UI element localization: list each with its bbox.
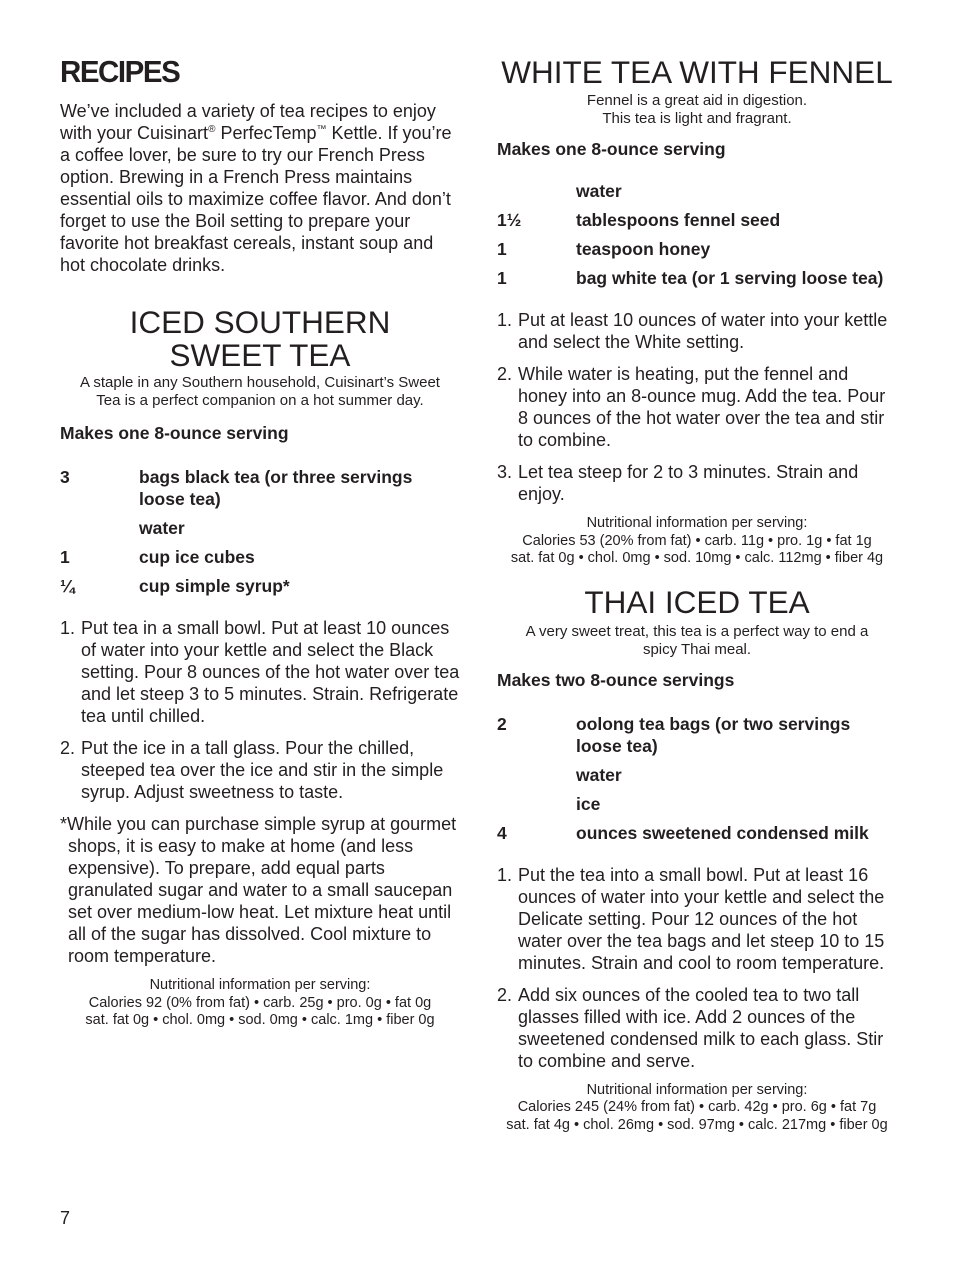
ingredient-item [60,517,460,539]
recipe-tagline: A very sweet treat, this tea is a perfect way to end a spicy Thai meal. [525,622,869,658]
step-item [497,461,897,505]
recipes-heading: RECIPES [60,54,180,89]
ingredient-qty [497,793,576,815]
simple-syrup-note: *While you can purchase simple syrup at gourmet shops, it is easy to make at home (and less expensive). To prepare, add equal parts granulated sugar and water to a small saucepan set over medium-low heat. Let mixture heat until all of the sugar has dissolved. Cool mixture to room temperature. [60,814,457,966]
thai-iced-recipe [497,583,897,1135]
ingredient-list [60,466,460,597]
ingredient-item [60,546,460,568]
ingredient-text: oolong tea bags (or two servings loose tea) [576,713,851,756]
ingredient-item [60,575,460,597]
ingredient-list [497,713,897,844]
ingredient-item [497,822,897,844]
nutrition-line: Calories 53 (20% from fat) • carb. 11g • pro. 1g • fat 1g [522,532,872,549]
ingredient-item [497,764,897,786]
intro-text-part2: Kettle. If you’re a coffee lover, be sure to try our French Press option. Brewing in a French Press maintains essential oils to maximize coffee flavor. And don’t forget to use the Boil setting to prepare your favorite hot breakfast cereals, instant soup and hot chocolate drinks. [60,123,452,275]
ingredient-qty: 2 [497,713,507,734]
ingredient-qty: 4 [497,822,507,843]
serving-size: Makes two 8-ounce servings [497,669,735,690]
ingredient-item [60,466,460,510]
step-number: 1. [497,310,513,330]
step-number: 2. [497,984,513,1005]
ingredient-item [497,238,897,260]
nutrition-line: sat. fat 0g • chol. 0mg • sod. 0mg • calc. 1mg • fiber 0g [85,1012,435,1028]
nutrition-info [497,515,897,568]
step-item [497,984,897,1072]
intro-text-part1: We’ve included a variety of tea recipes to enjoy with your Cuisinart [60,101,436,143]
step-text: Put the ice in a tall glass. Pour the chilled, steeped tea over the ice and stir in the simple syrup. Adjust sweetness to taste. [81,738,444,802]
ingredient-text: bag white tea (or 1 serving loose tea) [576,268,884,288]
left-column [60,52,460,1030]
ingredient-text: cup simple syrup* [139,576,290,596]
ingredient-qty: ¼ [60,576,75,596]
ingredient-item [497,209,897,231]
recipe-title: WHITE TEA WITH FENNEL [501,54,893,90]
trademark-mark: ™ [316,124,327,135]
step-number: 2. [60,738,76,758]
step-list [60,617,460,803]
ingredient-text: ounces sweetened condensed milk [576,822,869,843]
recipe-tagline: A staple in any Southern household, Cuisinart’s Sweet Tea is a perfect companion on a hot summer day. [80,374,440,409]
nutrition-info [60,977,460,1030]
nutrition-line: Calories 245 (24% from fat) • carb. 42g • pro. 6g • fat 7g [517,1099,877,1115]
ingredient-item [497,180,897,202]
registered-mark: ® [208,124,216,135]
ingredient-text: water [576,764,622,785]
nutrition-info [497,1082,897,1135]
step-text: While water is heating, put the fennel and honey into an 8-ounce mug. Add the tea. Pour 8 ounces of the hot water over the tea and stir to combine. [518,364,886,450]
step-text: Put tea in a small bowl. Put at least 10 ounces of water into your kettle and select the Black setting. Pour 8 ounces of the hot water over tea and let steep 3 to 5 minutes. Strain. Refrigerate tea until chilled. [81,618,460,726]
recipe-tagline-line1: Fennel is a great aid in digestion. [586,92,808,109]
recipe-tagline [497,92,897,128]
step-number: 3. [497,462,513,482]
step-item [497,309,897,353]
page-number: 7 [60,1208,71,1228]
nutrition-heading: Nutritional information per serving: [586,1081,808,1098]
ingredient-text: ice [576,793,601,814]
nutrition-line: sat. fat 0g • chol. 0mg • sod. 10mg • calc. 112mg • fiber 4g [510,550,884,566]
recipe-title-line2: SWEET TEA [169,337,351,373]
ingredient-text: water [576,181,622,201]
step-text: Put at least 10 ounces of water into your kettle and select the White setting. [518,310,888,352]
step-text: Let tea steep for 2 to 3 minutes. Strain and enjoy. [518,462,859,504]
step-list [497,864,897,1072]
nutrition-heading: Nutritional information per serving: [586,515,808,531]
recipe-tagline-line2: This tea is light and fragrant. [602,110,792,127]
recipes-intro [60,100,460,276]
step-item [497,864,897,974]
step-item [60,617,460,727]
step-item [497,363,897,451]
recipe-title-line1: ICED SOUTHERN [129,304,391,340]
ingredient-text: bags black tea (or three servings loose tea) [139,467,413,509]
step-text: Put the tea into a small bowl. Put at least 16 ounces of water into your kettle and select the Delicate setting. Pour 12 ounces of the hot water over the tea bags and let steep 10 to 15 minutes. Strain and cool to room temperature. [518,864,885,973]
step-number: 2. [497,364,513,384]
ingredient-qty [497,764,576,786]
ingredient-list [497,180,897,289]
ingredient-text: cup ice cubes [139,547,255,567]
step-number: 1. [60,618,76,638]
ingredient-qty [497,180,576,202]
recipe-title [60,306,460,372]
serving-size: Makes one 8-ounce serving [60,423,289,443]
step-number: 1. [497,864,513,885]
step-item [60,737,460,803]
ingredient-item [497,793,897,815]
ingredient-qty: 1 [497,268,507,288]
ingredient-qty: 3 [60,467,70,487]
nutrition-line: Calories 92 (0% from fat) • carb. 25g • pro. 0g • fat 0g [88,994,432,1011]
ingredient-qty: 1½ [497,210,522,230]
ingredient-item [497,713,897,757]
nutrition-line: sat. fat 4g • chol. 26mg • sod. 97mg • calc. 217mg • fiber 0g [506,1116,888,1133]
iced-southern-recipe [60,306,460,1030]
ingredient-item [497,267,897,289]
recipe-title: THAI ICED TEA [584,583,810,620]
ingredient-qty: 1 [60,547,70,567]
step-list [497,309,897,505]
nutrition-heading: Nutritional information per serving: [149,977,371,993]
step-text: Add six ounces of the cooled tea to two tall glasses filled with ice. Add 2 ounces of the sweetened condensed milk to each glass. Stir to combine and serve. [518,984,884,1071]
ingredient-qty [60,517,139,539]
ingredient-text: teaspoon honey [576,239,711,259]
ingredient-qty: 1 [497,239,507,259]
white-fennel-recipe [497,52,897,568]
intro-text-brand: PerfecTemp [215,123,317,143]
right-column [497,52,897,1134]
ingredient-text: tablespoons fennel seed [576,210,781,230]
ingredient-text: water [139,518,185,538]
serving-size: Makes one 8-ounce serving [497,139,726,159]
